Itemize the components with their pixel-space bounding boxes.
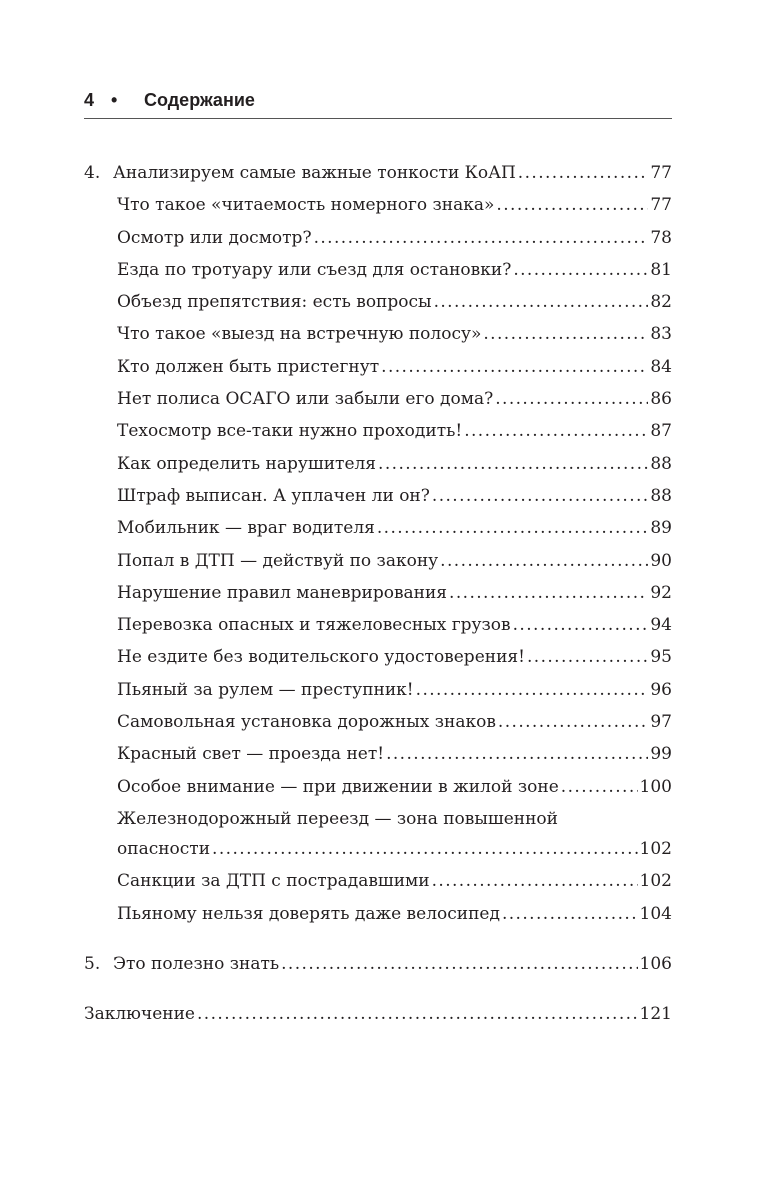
toc-entry[interactable] — [84, 839, 672, 871]
dot-leader — [561, 777, 638, 797]
dot-leader — [197, 1004, 638, 1024]
toc-entry[interactable] — [84, 777, 672, 809]
dot-leader — [496, 195, 648, 215]
toc-page-number: 86 — [650, 389, 672, 410]
toc-entry[interactable] — [84, 680, 672, 712]
dot-leader — [416, 680, 649, 700]
dot-leader — [381, 357, 648, 377]
dot-leader — [432, 486, 648, 506]
toc-entry-title: Штраф выписан. А уплачен ли он? — [117, 485, 430, 506]
toc-entry[interactable] — [84, 1004, 672, 1036]
dot-leader — [483, 324, 648, 344]
toc-entry-title: Не ездите без водительского удостоверения! — [117, 647, 525, 668]
dot-leader — [449, 583, 648, 603]
dot-leader — [314, 228, 649, 248]
dot-leader — [464, 421, 648, 441]
toc-entry[interactable] — [84, 486, 672, 518]
toc-page-number: 104 — [639, 903, 672, 924]
toc-entry[interactable] — [84, 421, 672, 453]
toc-entry-title: Особое внимание — при движении в жилой зоне — [117, 776, 559, 797]
dot-leader — [378, 454, 648, 474]
chapter-number: 5. — [84, 953, 101, 974]
toc-entry[interactable] — [84, 615, 672, 647]
toc-page-number: 99 — [650, 744, 672, 765]
running-title: Содержание — [144, 90, 255, 110]
table-of-contents — [84, 163, 672, 1036]
toc-page-number: 77 — [650, 163, 672, 183]
toc-page-number: 77 — [650, 195, 672, 216]
toc-entry-title: Красный свет — проезда нет! — [117, 744, 385, 765]
toc-entry-title: Техосмотр все-таки нужно проходить! — [117, 421, 463, 442]
chapter-number: 4. — [84, 163, 101, 183]
dot-leader — [440, 551, 648, 571]
toc-page-number: 82 — [650, 292, 672, 313]
toc-entry[interactable] — [84, 292, 672, 324]
toc-entry[interactable] — [84, 551, 672, 583]
toc-entry[interactable] — [84, 324, 672, 356]
toc-entry-title: Санкции за ДТП с пострадавшими — [117, 871, 430, 892]
toc-page-number: 87 — [650, 421, 672, 442]
dot-leader — [498, 712, 648, 732]
toc-entry[interactable] — [84, 712, 672, 744]
toc-page-number: 95 — [650, 647, 672, 668]
toc-entry-title: Как определить нарушителя — [117, 453, 377, 474]
toc-entry[interactable] — [84, 454, 672, 486]
toc-entry-title: Езда по тротуару или съезд для остановки? — [117, 259, 512, 280]
toc-entry-title: Это полезно знать — [113, 953, 280, 974]
toc-entry-title: Железнодорожный переезд — зона повышенной — [117, 808, 558, 829]
toc-entry-title: Что такое «выезд на встречную полосу» — [117, 324, 482, 345]
toc-page-number: 97 — [650, 712, 672, 733]
toc-page-number: 121 — [639, 1004, 672, 1025]
toc-entry[interactable] — [84, 389, 672, 421]
toc-entry[interactable] — [84, 228, 672, 260]
toc-entry-title: Осмотр или досмотр? — [117, 227, 312, 248]
toc-entry-title: Мобильник — враг водителя — [117, 518, 375, 539]
toc-page-number: 88 — [650, 485, 672, 506]
toc-page-number: 102 — [639, 871, 672, 892]
toc-entry-title-line — [84, 809, 672, 839]
toc-page-number: 96 — [650, 679, 672, 700]
toc-entry-title: опасности — [117, 838, 211, 859]
toc-entry[interactable] — [84, 163, 672, 195]
toc-entry-title: Нет полиса ОСАГО или забыли его дома? — [117, 389, 494, 410]
toc-page-number: 102 — [639, 838, 672, 859]
toc-entry-title: Перевозка опасных и тяжеловесных грузов — [117, 615, 511, 636]
toc-page-number: 83 — [650, 324, 672, 345]
running-header — [84, 90, 672, 119]
toc-entry-title: Пьяный за рулем — преступник! — [117, 679, 414, 700]
toc-page-number: 106 — [639, 953, 672, 974]
toc-page-number: 84 — [650, 356, 672, 377]
toc-entry[interactable] — [84, 195, 672, 227]
toc-page-number: 100 — [639, 776, 672, 797]
toc-page-number: 94 — [650, 615, 672, 636]
toc-entry[interactable] — [84, 518, 672, 550]
toc-entry[interactable] — [84, 744, 672, 776]
dot-leader — [527, 647, 648, 667]
dot-leader — [502, 904, 638, 924]
toc-entry[interactable] — [84, 647, 672, 679]
dot-leader — [432, 871, 638, 891]
dot-leader — [495, 389, 648, 409]
toc-page-number: 89 — [650, 518, 672, 539]
toc-entry[interactable] — [84, 904, 672, 936]
toc-entry[interactable] — [84, 583, 672, 615]
page-number: 4 — [84, 90, 95, 110]
dot-leader — [513, 615, 649, 635]
toc-page-number: 81 — [650, 259, 672, 280]
toc-entry-title: Заключение — [84, 1004, 195, 1025]
toc-entry-title: Объезд препятствия: есть вопросы — [117, 292, 432, 313]
toc-entry-title: Анализируем самые важные тонкости КоАП — [113, 163, 516, 183]
dot-leader — [434, 292, 649, 312]
toc-entry[interactable] — [84, 357, 672, 389]
dot-leader — [386, 744, 648, 764]
dot-leader — [377, 518, 649, 538]
dot-leader — [281, 954, 637, 974]
dot-leader — [212, 839, 638, 859]
toc-entry[interactable] — [84, 954, 672, 986]
toc-entry[interactable] — [84, 260, 672, 292]
toc-page-number: 92 — [650, 582, 672, 603]
toc-entry-title: Нарушение правил маневрирования — [117, 582, 448, 603]
dot-leader — [513, 260, 648, 280]
toc-entry-title: Что такое «читаемость номерного знака» — [117, 195, 495, 216]
dot-leader — [518, 163, 649, 183]
toc-entry[interactable] — [84, 871, 672, 903]
toc-page-number: 78 — [650, 227, 672, 248]
toc-entry-title: Пьяному нельзя доверять даже велосипед — [117, 903, 500, 924]
toc-page-number: 88 — [650, 453, 672, 474]
toc-entry-title: Самовольная установка дорожных знаков — [117, 712, 496, 733]
toc-entry-title: Попал в ДТП — действуй по закону — [117, 550, 439, 571]
bullet-separator: • — [111, 90, 118, 110]
toc-entry-title: Кто должен быть пристегнут — [117, 356, 380, 377]
toc-page-number: 90 — [650, 550, 672, 571]
